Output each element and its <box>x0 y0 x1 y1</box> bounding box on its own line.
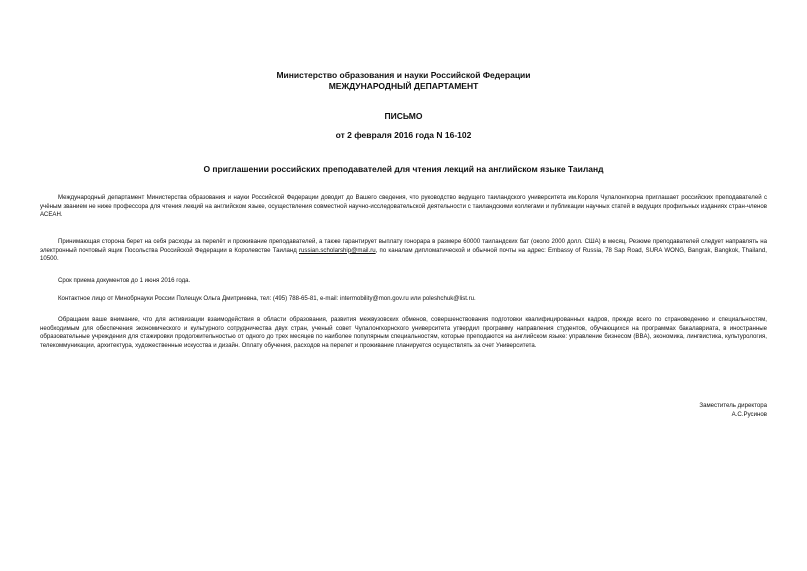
paragraph-deadline-text: Срок приема документов до 1 июня 2016 года. <box>58 277 191 284</box>
letterhead <box>40 70 767 92</box>
paragraph-invitation <box>40 194 767 220</box>
signatory-position: Заместитель директора <box>699 402 767 409</box>
document-subject: О приглашении российских преподавателей для чтения лекций на английском языке Таиланд <box>203 164 604 174</box>
embassy-email-link[interactable]: russian.scholarship@mail.ru <box>299 246 376 254</box>
paragraph-conditions-text-end: , по каналам дипломатической и обычной почты на адрес: Embassy of Russia, 78 Sap Road, SURA WONG, Bangrak, Bangkok, Thailand, 10500. <box>40 246 767 263</box>
document-date-number: от 2 февраля 2016 года N 16-102 <box>335 130 472 140</box>
paragraph-student-program <box>40 316 767 350</box>
signatory-name: А.С.Русинов <box>731 410 767 418</box>
paragraph-deadline <box>40 277 767 286</box>
document-type: ПИСЬМО <box>384 111 423 121</box>
paragraph-conditions-text-start: Принимающая сторона берет на себя расходы за перелёт и проживание преподавателей, а также гарантирует выплату гонорара в размере 60000 таиландских бат (около 2000 долл. США) в месяц. Резюме преподавателей следует направлять на электронный почтовый ящик Посольства Российской Федерации в Королевстве Таиланд <box>40 238 767 254</box>
paragraph-contact-text: Контактное лицо от Минобрнауки России Полещук Ольга Дмитриевна, тел: (495) 788-65-81, e-mail: intermobility@mon.gov.ru или poleshchuk@list.ru. <box>58 295 476 302</box>
paragraph-contact <box>40 295 767 304</box>
department-name: МЕЖДУНАРОДНЫЙ ДЕПАРТАМЕНТ <box>328 81 479 91</box>
paragraph-conditions <box>40 238 767 264</box>
paragraph-invitation-text: Международный департамент Министерства образования и науки Российской Федерации доводит до Вашего сведения, что руководство ведущего таиландского университета им.Короля Чулалонгкорна приглашает российских преподавателей с учёным званием не ниже профессора для чтения лекций на английском языке, осуществления совместной научно-исследовательской деятельности с таиландскими коллегами и публикации научных статей в ведущих профильных изданиях стран-членов АСЕАН. <box>40 194 767 219</box>
paragraph-student-program-text: Обращаем ваше внимание, что для активизации взаимодействия в области образования, развития межвузовских обменов, совершенствования подготовки квалифицированных кадров, прежде всего по страноведению и специальностям, необходимым для обеспечения экономического и культурного сотрудничества двух стран, ученый совет Чулалонгкорнского университета утвердил программу направления студентов, обучающихся на программах бакалавриата, в иностранные образовательные учреждения для стажировки продолжительностью от одного до трех месяцев по наиболее популярным специальностям, которые преподаются на английском языке: управление бизнесом (BBA), экономика, лингвистика, культурология, телекоммуникации, архитектура, художественные искусства и дизайн. Оплату обучения, расходов на перелет и проживание планируется осуществлять за счет Университета. <box>40 316 767 349</box>
signature-block <box>567 402 767 419</box>
ministry-name: Министерство образования и науки Российской Федерации <box>276 70 531 80</box>
